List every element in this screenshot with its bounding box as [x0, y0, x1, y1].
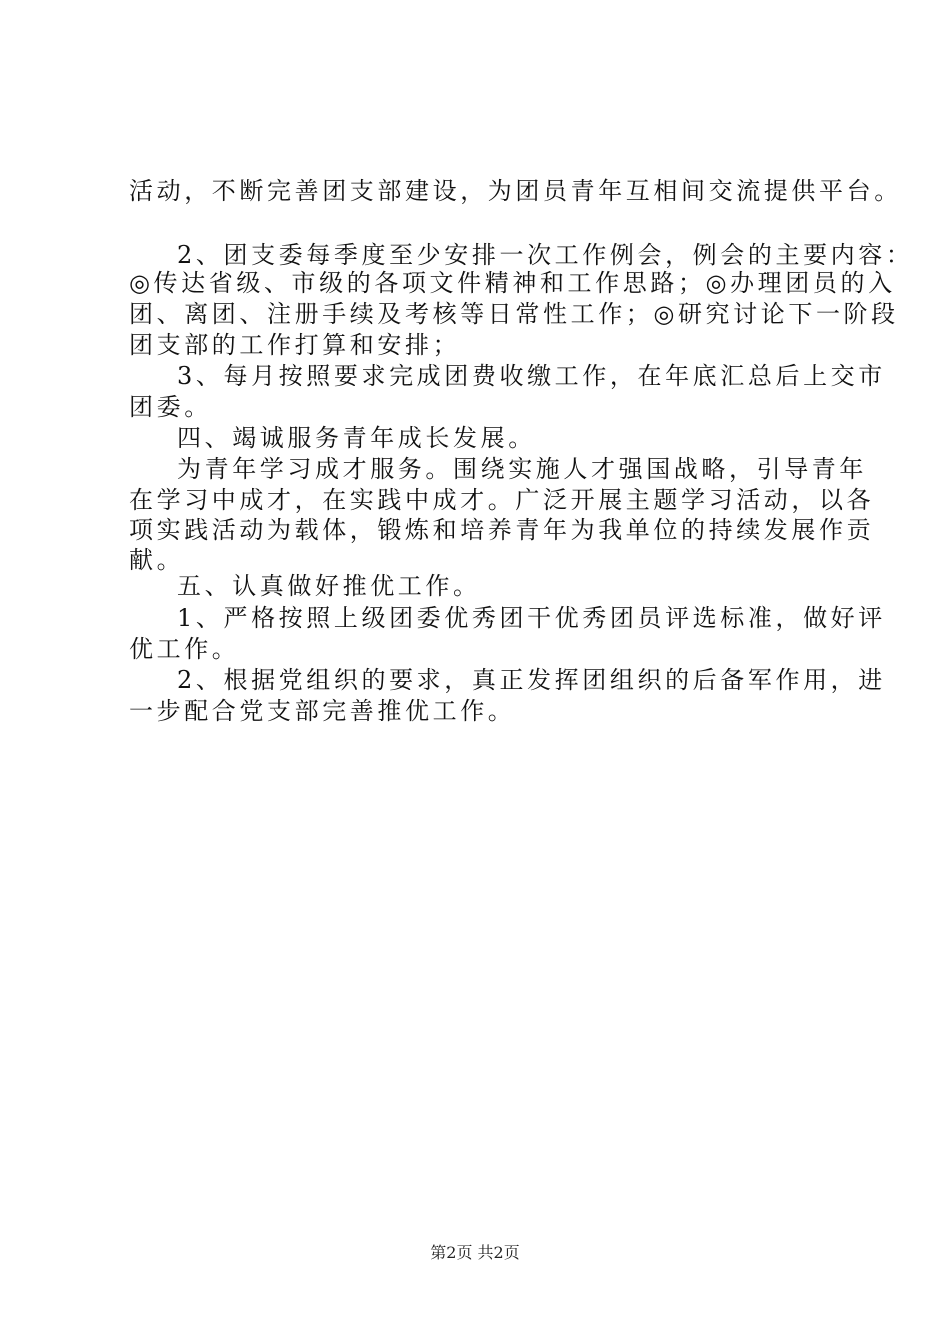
text-line: 为青年学习成才服务。围绕实施人才强国战略，引导青年	[177, 455, 867, 483]
text-line: 优工作。	[129, 635, 240, 663]
text-line: 1、严格按照上级团委优秀团干优秀团员评选标准，做好评	[177, 604, 886, 632]
text-line: 3、每月按照要求完成团费收缴工作，在年底汇总后上交市	[177, 362, 886, 390]
section-heading: 四、竭诚服务青年成长发展。	[177, 424, 536, 452]
text-line: 活动，不断完善团支部建设，为团员青年互相间交流提供平台。	[129, 177, 902, 205]
text-line: 项实践活动为载体，锻炼和培养青年为我单位的持续发展作贡	[129, 516, 875, 544]
text-line: 团委。	[129, 393, 212, 421]
text-line: 在学习中成才，在实践中成才。广泛开展主题学习活动，以各	[129, 486, 875, 514]
text-line: 2、根据党组织的要求，真正发挥团组织的后备军作用，进	[177, 666, 886, 694]
section-heading: 五、认真做好推优工作。	[177, 572, 481, 600]
text-line: ◎传达省级、市级的各项文件精神和工作思路；◎办理团员的入	[129, 269, 896, 297]
text-line: 一步配合党支部完善推优工作。	[129, 697, 516, 725]
text-line: 团、离团、注册手续及考核等日常性工作；◎研究讨论下一阶段	[129, 300, 899, 328]
page-footer: 第2页 共2页	[430, 1243, 520, 1262]
text-line: 2、团支委每季度至少安排一次工作例会，例会的主要内容：	[177, 241, 914, 269]
text-line: 献。	[129, 546, 185, 574]
text-line: 团支部的工作打算和安排；	[129, 331, 461, 359]
